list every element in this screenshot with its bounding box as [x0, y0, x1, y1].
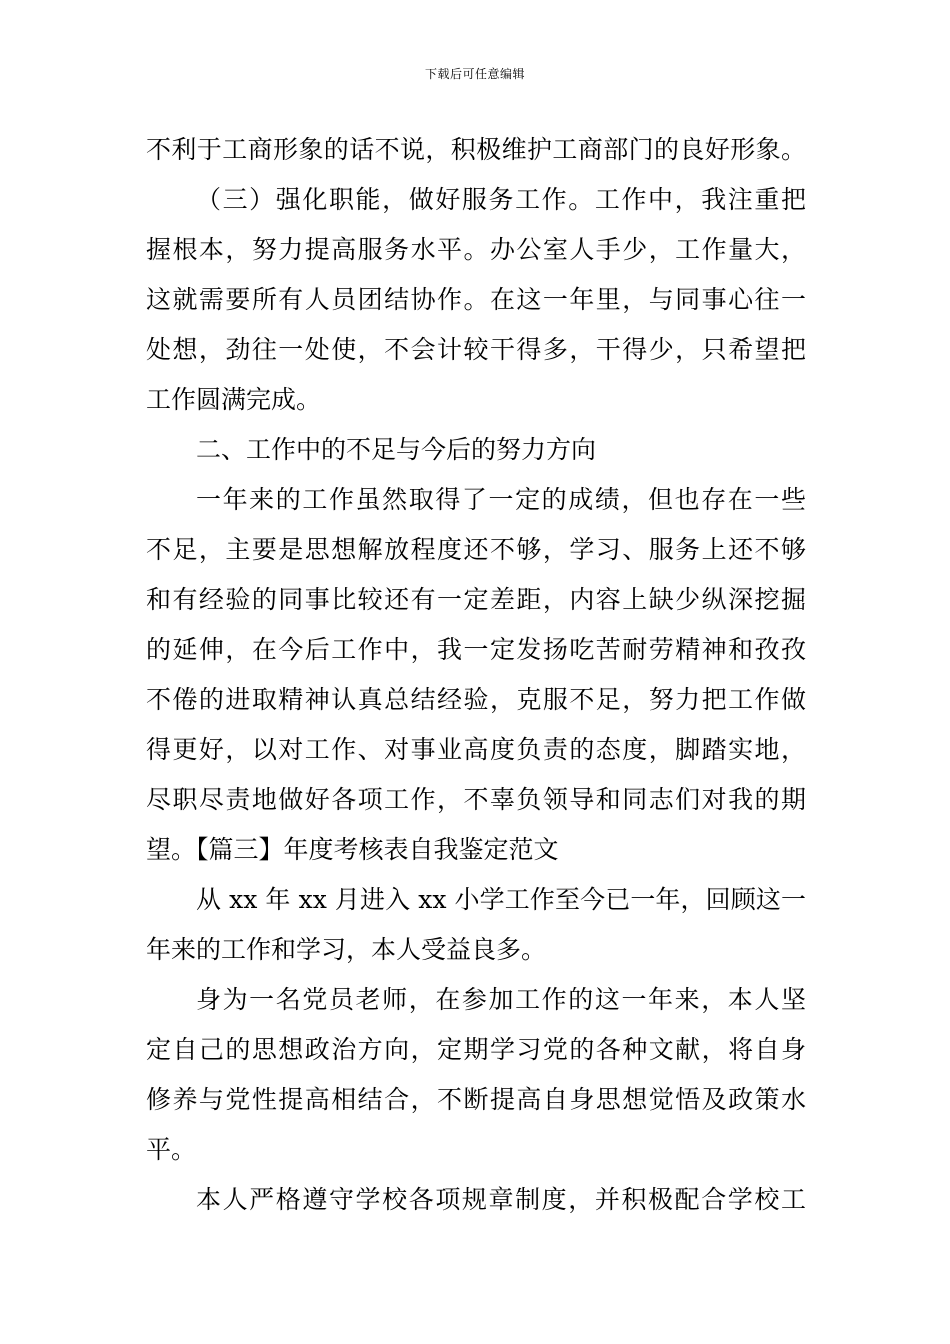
text-line: 握根本，努力提高服务水平。办公室人手少，工作量大， — [146, 235, 806, 264]
text-line: 不倦的进取精神认真总结经验，克服不足，努力把工作做 — [146, 685, 806, 714]
text-line: 定自己的思想政治方向，定期学习党的各种文献，将自身 — [146, 1035, 806, 1064]
section-heading: 二、工作中的不足与今后的努力方向 — [196, 435, 597, 464]
text-line: 工作圆满完成。 — [146, 385, 322, 414]
text-line: 不利于工商形象的话不说，积极维护工商部门的良好形象。 — [146, 135, 806, 164]
text-line: 年来的工作和学习，本人受益良多。 — [146, 935, 547, 964]
text-line: 平。 — [146, 1135, 197, 1164]
text-line: 处想，劲往一处使，不会计较干得多，干得少，只希望把 — [146, 335, 806, 364]
text-line: 身为一名党员老师，在参加工作的这一年来，本人坚 — [196, 985, 806, 1014]
text-line: 从 xx 年 xx 月进入 xx 小学工作至今已一年，回顾这一 — [196, 885, 806, 914]
page-header: 下载后可任意编辑 — [424, 67, 525, 81]
text-line: 这就需要所有人员团结协作。在这一年里，与同事心往一 — [146, 285, 806, 314]
text-line: 的延伸，在今后工作中，我一定发扬吃苦耐劳精神和孜孜 — [146, 635, 806, 664]
text-line: 不足，主要是思想解放程度还不够，学习、服务上还不够 — [146, 535, 806, 564]
text-line: 和有经验的同事比较还有一定差距，内容上缺少纵深挖掘 — [146, 585, 806, 614]
text-line: 得更好，以对工作、对事业高度负责的态度，脚踏实地， — [146, 735, 806, 764]
text-line: 尽职尽责地做好各项工作，不辜负领导和同志们对我的期 — [146, 785, 806, 814]
text-line: 本人严格遵守学校各项规章制度，并积极配合学校工 — [196, 1185, 806, 1214]
text-line: 望。【篇三】年度考核表自我鉴定范文 — [146, 835, 559, 864]
text-line: 修养与党性提高相结合，不断提高自身思想觉悟及政策水 — [146, 1085, 806, 1114]
text-line: 一年来的工作虽然取得了一定的成绩，但也存在一些 — [196, 485, 806, 514]
text-line: （三）强化职能，做好服务工作。工作中，我注重把 — [196, 185, 806, 214]
